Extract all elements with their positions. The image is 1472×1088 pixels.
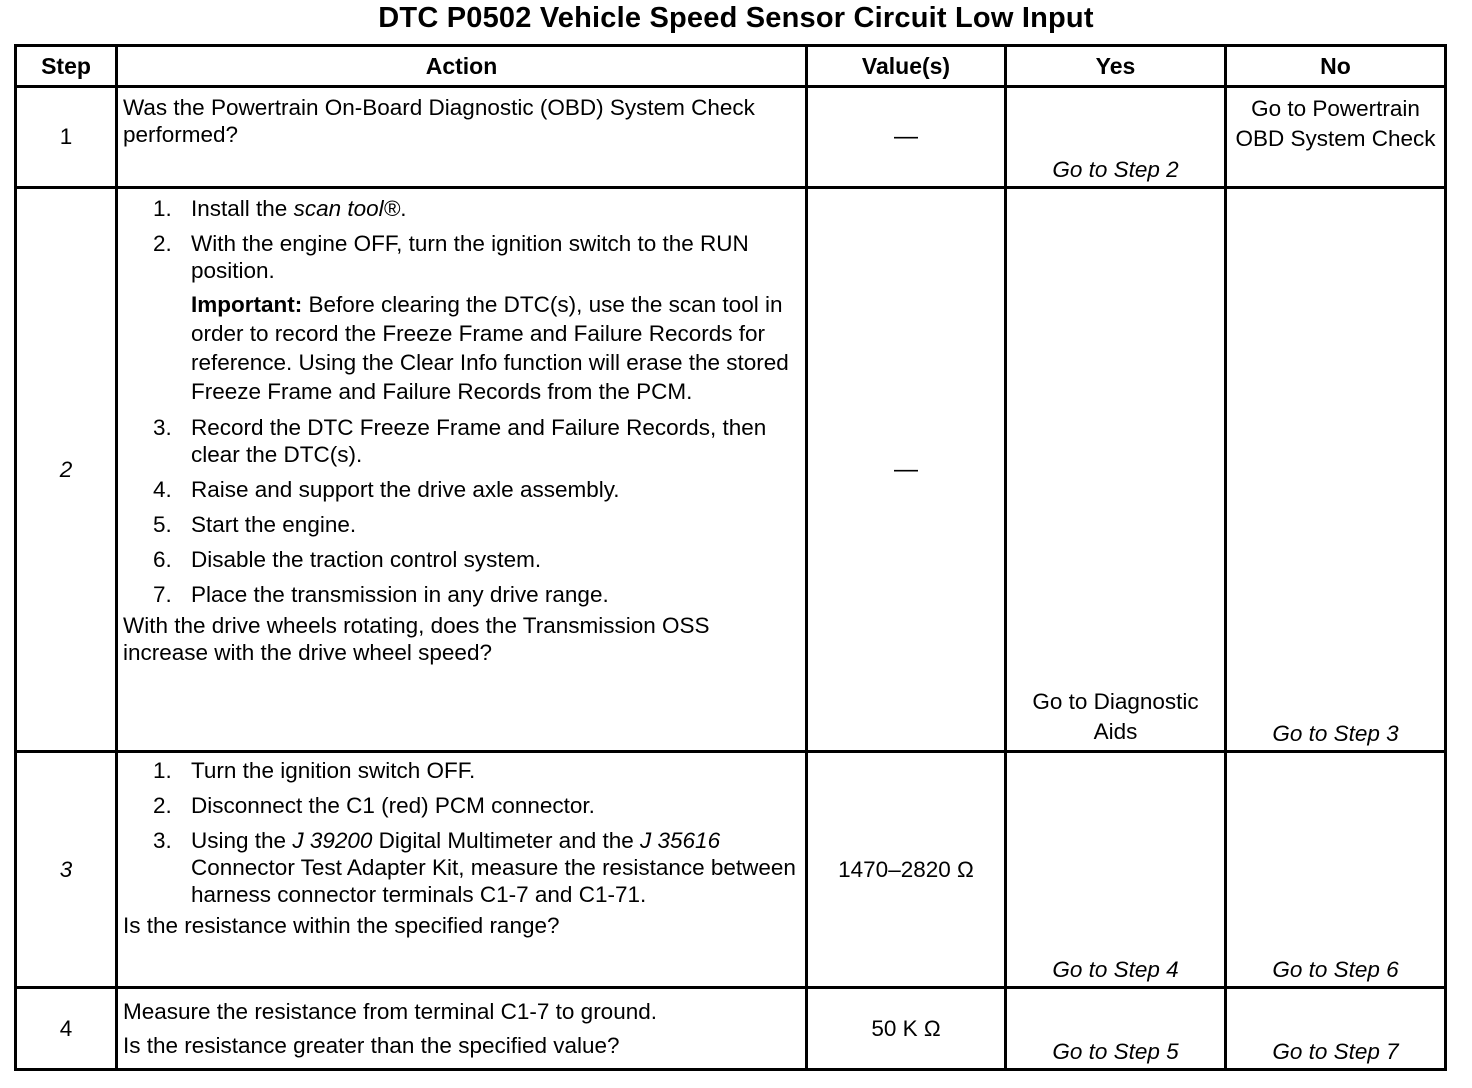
action-steps [123,757,799,908]
item-text: Record the DTC Freeze Frame and Failure Records, then clear the DTC(s). [191,415,767,467]
header-no: No [1226,46,1446,87]
item-text: Turn the ignition switch OFF. [191,758,476,783]
action-steps [123,195,799,284]
step-number: 1 [16,87,117,188]
table-row [16,988,1446,1070]
item-number: 5. [153,512,172,537]
item-number: 6. [153,547,172,572]
item-number: 1. [153,758,172,783]
important-text: Before clearing the DTC(s), use the scan tool in order to record the Freeze Frame and Failure Records for reference. Using the Clear Info function will erase the stored Freeze Frame and Failure Records from the PCM. [191,292,789,404]
header-yes: Yes [1006,46,1226,87]
item-number: 3. [153,828,172,853]
item-mid: Digital Multimeter and the [372,828,641,853]
list-item [123,414,799,468]
yes-cell: Go to Step 2 [1006,87,1226,188]
no-cell: Go to Step 6 [1226,752,1446,988]
action-question: With the drive wheels rotating, does the Transmission OSS increase with the drive wheel speed? [123,613,710,665]
list-item [123,757,799,784]
action-question: Is the resistance greater than the specified value? [123,1033,620,1058]
table-row [16,87,1446,188]
item-after: . [400,196,407,221]
list-item [123,230,799,284]
list-item [123,476,799,503]
list-item [123,195,799,222]
item-text: Disable the traction control system. [191,547,542,572]
item-number: 3. [153,415,172,440]
item-text: Start the engine. [191,512,357,537]
step-number: 3 [16,752,117,988]
table-row [16,188,1446,752]
no-cell: Go to Step 7 [1226,988,1446,1070]
no-cell: Go to Step 3 [1226,188,1446,752]
list-item [123,546,799,573]
item-text: Raise and support the drive axle assembly. [191,477,620,502]
item-italic: scan tool® [293,196,401,221]
value-cell: 50 K Ω [807,988,1006,1070]
item-number: 7. [153,582,172,607]
no-cell: Go to Powertrain OBD System Check [1226,87,1446,188]
action-line: Measure the resistance from terminal C1-7 to ground. [123,999,657,1024]
list-item [123,792,799,819]
page-title: DTC P0502 Vehicle Speed Sensor Circuit Low Input [378,2,1094,34]
item-text: Install the [191,196,294,221]
header-values: Value(s) [807,46,1006,87]
yes-cell: Go to Diagnostic Aids [1006,188,1226,752]
item-number: 4. [153,477,172,502]
action-cell [117,87,807,188]
yes-cell: Go to Step 4 [1006,752,1226,988]
action-question: Is the resistance within the specified range? [123,913,560,938]
item-number: 2. [153,793,172,818]
table-row [16,752,1446,988]
item-text: With the engine OFF, turn the ignition switch to the RUN position. [191,231,749,283]
action-steps [123,414,799,608]
important-label: Important: [191,292,303,317]
item-pre: Using the [191,828,293,853]
action-cell [117,188,807,752]
item-text: Disconnect the C1 (red) PCM connector. [191,793,595,818]
step-number: 4 [16,988,117,1070]
value-cell: — [807,188,1006,752]
list-item [123,827,799,908]
tool-number: J 35616 [640,828,721,853]
item-number: 2. [153,231,172,256]
value-cell: 1470–2820 Ω [807,752,1006,988]
item-text: Connector Test Adapter Kit, measure the resistance between harness connector terminals C1-7 and C1-71. [191,855,796,907]
action-question: Was the Powertrain On-Board Diagnostic (OBD) System Check performed? [123,95,755,147]
list-item [123,581,799,608]
header-step: Step [16,46,117,87]
step-number: 2 [16,188,117,752]
diagnostic-table [14,44,1447,1071]
value-cell: — [807,87,1006,188]
action-cell [117,988,807,1070]
list-item [123,511,799,538]
header-row [16,46,1446,87]
important-note [191,290,799,406]
item-text: Place the transmission in any drive range. [191,582,609,607]
header-action: Action [117,46,807,87]
action-cell [117,752,807,988]
tool-number: J 39200 [292,828,373,853]
yes-cell: Go to Step 5 [1006,988,1226,1070]
item-number: 1. [153,196,172,221]
